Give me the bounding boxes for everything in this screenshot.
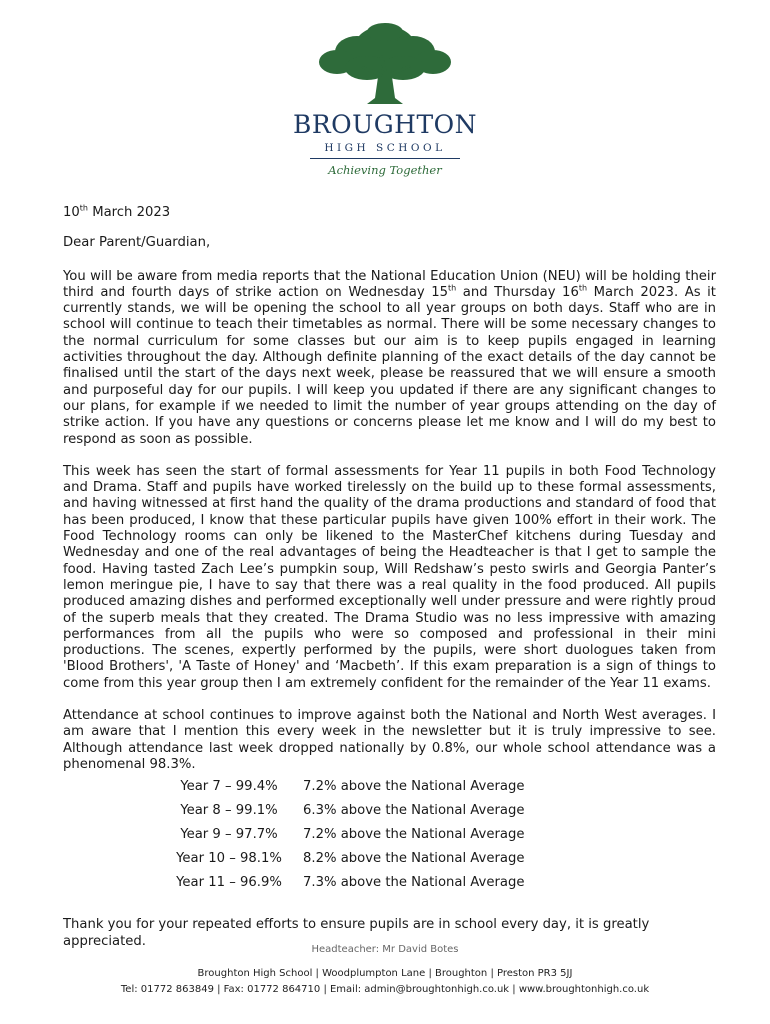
attendance-year: Year 8 – 99.1% xyxy=(180,803,278,819)
tree-logo-icon xyxy=(305,22,465,108)
attendance-year: Year 7 – 99.4% xyxy=(180,779,278,795)
table-row xyxy=(158,871,524,895)
letter-date: 10th March 2023 xyxy=(63,203,171,220)
salutation: Dear Parent/Guardian, xyxy=(63,235,211,251)
table-row xyxy=(158,799,524,823)
attendance-comparison: 7.3% above the National Average xyxy=(303,875,525,891)
attendance-comparison: 6.3% above the National Average xyxy=(303,803,525,819)
contact-details: Tel: 01772 863849 | Fax: 01772 864710 | Email: admin@broughtonhigh.co.uk | www.broughtonhigh.co.uk xyxy=(120,984,650,995)
school-motto: Achieving Together xyxy=(328,163,442,177)
letter-body xyxy=(63,205,716,950)
attendance-comparison: 7.2% above the National Average xyxy=(303,779,525,795)
paragraph-attendance: Attendance at school continues to improve against both the National and North West averages. I am aware that I mention this every week in the newsletter but it is truly impressive to see. Although attendance last week dropped nationally by 0.8%, our whole school attendance was a phenomenal 98.3%. xyxy=(63,708,716,772)
attendance-year: Year 9 – 97.7% xyxy=(180,827,278,843)
attendance-year: Year 10 – 98.1% xyxy=(176,851,282,867)
school-address: Broughton High School | Woodplumpton Lane | Broughton | Preston PR3 5JJ xyxy=(197,968,573,979)
paragraph-year11-assessments: This week has seen the start of formal assessments for Year 11 pupils in both Food Technology and Drama. Staff and pupils have worked tirelessly on the build up to these formal assessments, and having witnessed at first hand the quality of the drama productions and standard of food that has been produced, I know that these particular pupils have given 100% effort in their work. The Food Technology rooms can only be likened to the MasterChef kitchens during Tuesday and Wednesday and one of the real advantages of being the Headteacher is that I get to sample the food. Having tasted Zach Lee’s pumpkin soup, Will Redshaw’s pesto swirls and Georgia Panter’s lemon meringue pie, I have to say that there was a real quality in the food produced. All pupils produced amazing dishes and performed exceptionally well under pressure and were rightly proud of the superb meals that they created. The Drama Studio was no less impressive with amazing performances from all the pupils who were so composed and professional in their mini productions. The scenes, expertly performed by the pupils, were short duologues taken from 'Blood Brothers', 'A Taste of Honey' and ‘Macbeth’. If this exam preparation is a sign of things to come from this year group then I am extremely confident for the remainder of the Year 11 exams. xyxy=(63,463,716,691)
attendance-comparison: 7.2% above the National Average xyxy=(303,827,525,843)
table-row xyxy=(158,775,524,799)
table-row xyxy=(158,823,524,847)
headteacher-line: Headteacher: Mr David Botes xyxy=(311,944,459,955)
logo-divider xyxy=(310,158,460,159)
table-row xyxy=(158,847,524,871)
school-subtitle: HIGH SCHOOL xyxy=(324,142,446,154)
attendance-year: Year 11 – 96.9% xyxy=(176,875,282,891)
school-name: BROUGHTON xyxy=(292,110,478,139)
attendance-comparison: 8.2% above the National Average xyxy=(303,851,525,867)
paragraph-strike-action: You will be aware from media reports that the National Education Union (NEU) will be holding their third and fourth days of strike action on Wednesday 15th and Thursday 16th March 2023. As it currently stands, we will be opening the school to all year groups on both days. Staff who are in school will continue to teach their timetables as normal. There will be some necessary changes to the normal curriculum for some classes but our aim is to keep pupils engaged in learning activities throughout the day. Although definite planning of the exact details of the day cannot be finalised until the start of the days next week, please be reassured that we will ensure a smooth and purposeful day for our pupils. I will keep you updated if there are any significant changes to our plans, for example if we needed to limit the number of year groups attending on the day of strike action. If you have any questions or concerns please let me know and I will do my best to respond as soon as possible. xyxy=(63,268,716,447)
closing-line: Thank you for your repeated efforts to ensure pupils are in school every day, it is greatly appreciated. xyxy=(63,917,650,949)
school-logo xyxy=(0,22,770,177)
attendance-table xyxy=(158,775,524,895)
